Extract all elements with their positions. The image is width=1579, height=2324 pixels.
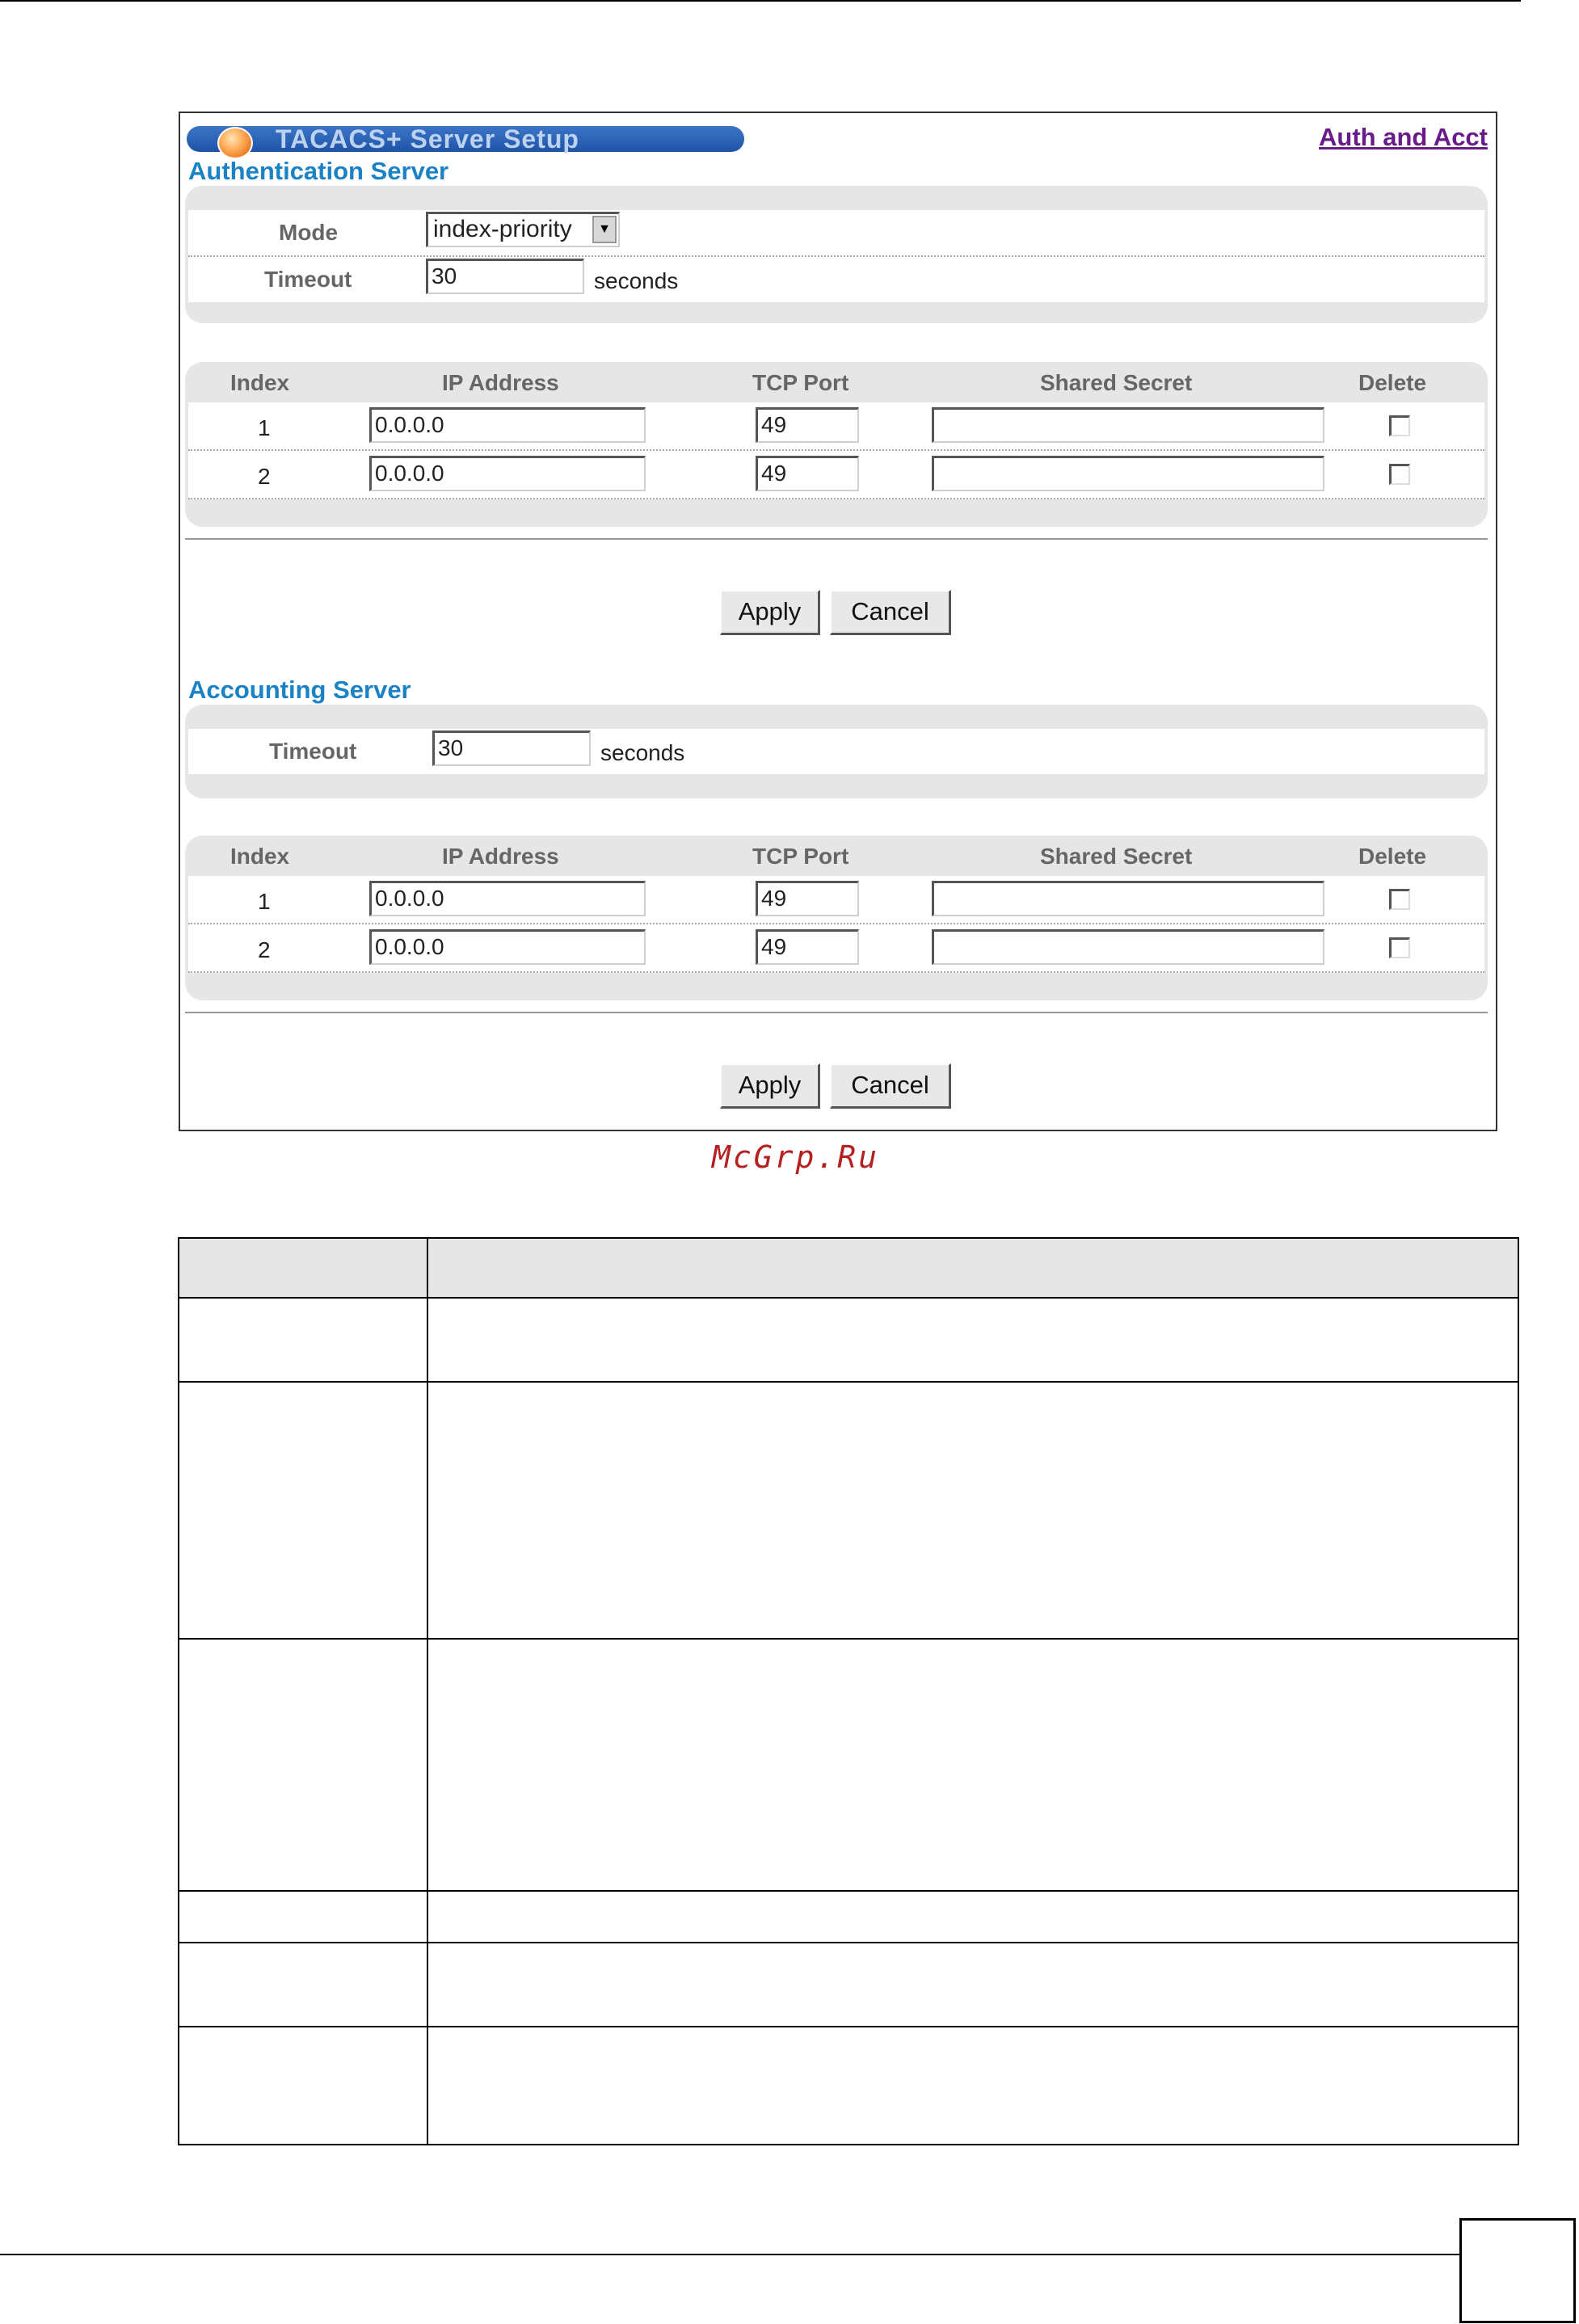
- authentication-server-title: Authentication Server: [188, 157, 449, 185]
- timeout-unit: seconds: [594, 268, 679, 293]
- tcp-port-input[interactable]: 49: [756, 881, 859, 916]
- table-row: [179, 1238, 1518, 1298]
- table-row: [179, 1382, 1518, 1639]
- tcp-port-input[interactable]: 49: [756, 929, 859, 965]
- section-divider: [185, 1012, 1488, 1013]
- table-row: [188, 451, 1484, 499]
- table-row: [179, 1891, 1518, 1943]
- shared-secret-input[interactable]: [932, 456, 1324, 491]
- page-title: TACACS+ Server Setup: [276, 124, 579, 154]
- table-row: [188, 924, 1484, 973]
- auth-settings-panel: [185, 186, 1488, 323]
- col-shared-secret: Shared Secret: [1040, 370, 1193, 395]
- page-number-box: [1459, 2218, 1576, 2323]
- ip-address-input[interactable]: 0.0.0.0: [369, 407, 646, 443]
- col-delete: Delete: [1358, 370, 1427, 395]
- delete-checkbox[interactable]: [1389, 464, 1410, 485]
- orange-orb-icon: [217, 127, 253, 159]
- shared-secret-input[interactable]: [932, 929, 1324, 965]
- delete-checkbox[interactable]: [1389, 889, 1410, 910]
- table-row: [179, 1943, 1518, 2027]
- table-row: [179, 2027, 1518, 2145]
- table-row: [188, 876, 1484, 924]
- row-index: 2: [258, 464, 271, 489]
- acct-server-table: [185, 836, 1488, 1000]
- bottom-rule: [0, 2254, 1461, 2255]
- timeout-label: Timeout: [269, 739, 357, 764]
- mode-select-value: index-priority: [433, 216, 572, 242]
- auth-and-acct-link[interactable]: Auth and Acct: [1319, 123, 1488, 151]
- col-tcp-port: TCP Port: [752, 370, 849, 395]
- field-description-table: [178, 1237, 1519, 2145]
- acct-cancel-button[interactable]: Cancel: [830, 1063, 951, 1109]
- timeout-label: Timeout: [264, 267, 352, 292]
- delete-checkbox[interactable]: [1389, 937, 1410, 958]
- shared-secret-input[interactable]: [932, 881, 1324, 916]
- table-row: [179, 1298, 1518, 1382]
- top-rule: [0, 0, 1521, 2]
- col-index: Index: [230, 370, 290, 395]
- mode-select[interactable]: [426, 212, 620, 247]
- mode-row: [188, 210, 1484, 257]
- row-index: 1: [258, 889, 271, 914]
- col-shared-secret: Shared Secret: [1040, 844, 1193, 869]
- tacacs-server-setup-screen: [179, 112, 1497, 1131]
- auth-server-table: [185, 362, 1488, 527]
- col-ip-address: IP Address: [442, 370, 559, 395]
- tcp-port-input[interactable]: 49: [756, 407, 859, 443]
- title-bar: [187, 126, 744, 152]
- shared-secret-input[interactable]: [932, 407, 1324, 443]
- section-divider: [185, 538, 1488, 540]
- row-index: 1: [258, 415, 271, 440]
- delete-checkbox[interactable]: [1389, 415, 1410, 436]
- tcp-port-input[interactable]: 49: [756, 456, 859, 491]
- acct-settings-panel: [185, 705, 1488, 798]
- table-row: [188, 402, 1484, 451]
- chevron-down-icon[interactable]: ▼: [592, 216, 617, 243]
- auth-apply-button[interactable]: Apply: [720, 590, 820, 635]
- row-index: 2: [258, 937, 271, 962]
- col-ip-address: IP Address: [442, 844, 559, 869]
- timeout-row: [188, 257, 1484, 302]
- ip-address-input[interactable]: 0.0.0.0: [369, 456, 646, 491]
- timeout-unit: seconds: [600, 740, 685, 765]
- col-index: Index: [230, 844, 290, 869]
- col-delete: Delete: [1358, 844, 1427, 869]
- auth-cancel-button[interactable]: Cancel: [830, 590, 951, 635]
- timeout-input[interactable]: 30: [426, 259, 584, 294]
- mode-label: Mode: [279, 220, 339, 245]
- ip-address-input[interactable]: 0.0.0.0: [369, 929, 646, 965]
- timeout-row: [188, 729, 1484, 774]
- acct-apply-button[interactable]: Apply: [720, 1063, 820, 1109]
- table-row: [179, 1639, 1518, 1891]
- col-tcp-port: TCP Port: [752, 844, 849, 869]
- accounting-server-title: Accounting Server: [188, 676, 411, 704]
- ip-address-input[interactable]: 0.0.0.0: [369, 881, 646, 916]
- watermark-text: McGrp.Ru: [712, 1139, 880, 1175]
- timeout-input[interactable]: 30: [432, 730, 591, 766]
